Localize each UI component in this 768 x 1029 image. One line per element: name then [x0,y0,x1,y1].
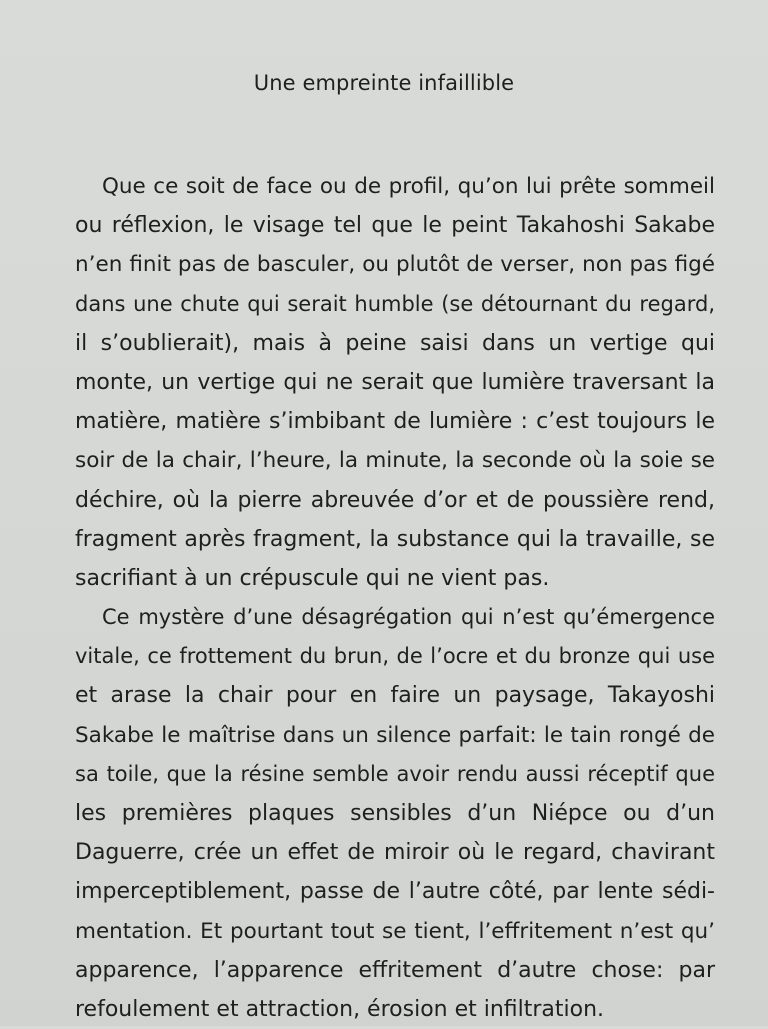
text-line: il s’oublierait), mais à peine saisi dans un vertige qui [75,330,715,356]
text-line: déchire, où la pierre abreuvée d’or et de poussière rend, [75,487,715,513]
paragraph-1 [75,167,715,598]
paragraph-2 [75,598,715,1029]
text-line: les premières plaques sensibles d’un Niépce ou d’un [75,801,715,826]
text-line: sacrifiant à un crépuscule qui ne vient pas. [75,565,550,591]
text-line: monte, un vertige qui ne serait que lumière traversant la [75,369,715,395]
text-line: sa toile, que la résine semble avoir rendu aussi réceptif que [75,761,715,786]
text-line: vitale, ce frottement du brun, de l’ocre et du bronze qui use [75,644,715,669]
text-line: n’en finit pas de basculer, ou plutôt de verser, non pas figé [75,252,715,278]
text-line: Sakabe le maîtrise dans un silence parfait: le tain rongé de [75,722,715,748]
chapter-title: Une empreinte infaillible [253,71,515,95]
text-line: Daguerre, crée un effet de miroir où le regard, chavirant [75,840,715,866]
text-line: imperceptiblement, passe de l’autre côté, par lente sédi- [75,879,715,905]
text-line: matière, matière s’imbibant de lumière : c’est toujours le [75,409,715,435]
body-text [75,167,715,1029]
text-line: soir de la chair, l’heure, la minute, la seconde où la soie se [75,448,715,474]
text-line: Que ce soit de face ou de profil, qu’on lui prête sommeil [102,174,715,199]
text-line: refoulement et attraction, érosion et infiltration. [75,996,605,1022]
text-line: dans une chute qui serait humble (se détournant du regard, [75,291,715,316]
text-line: Ce mystère d’une désagrégation qui n’est qu’émergence [102,605,715,630]
text-line: apparence, l’apparence effritement d’autre chose: par [75,957,715,983]
text-line: fragment après fragment, la substance qui la travaille, se [75,526,715,552]
text-line: ou réflexion, le visage tel que le peint Takahoshi Sakabe [75,213,715,239]
text-line: et arase la chair pour en faire un paysage, Takayoshi [75,683,715,709]
text-line: mentation. Et pourtant tout se tient, l’effritement n’est qu’ [75,918,715,944]
